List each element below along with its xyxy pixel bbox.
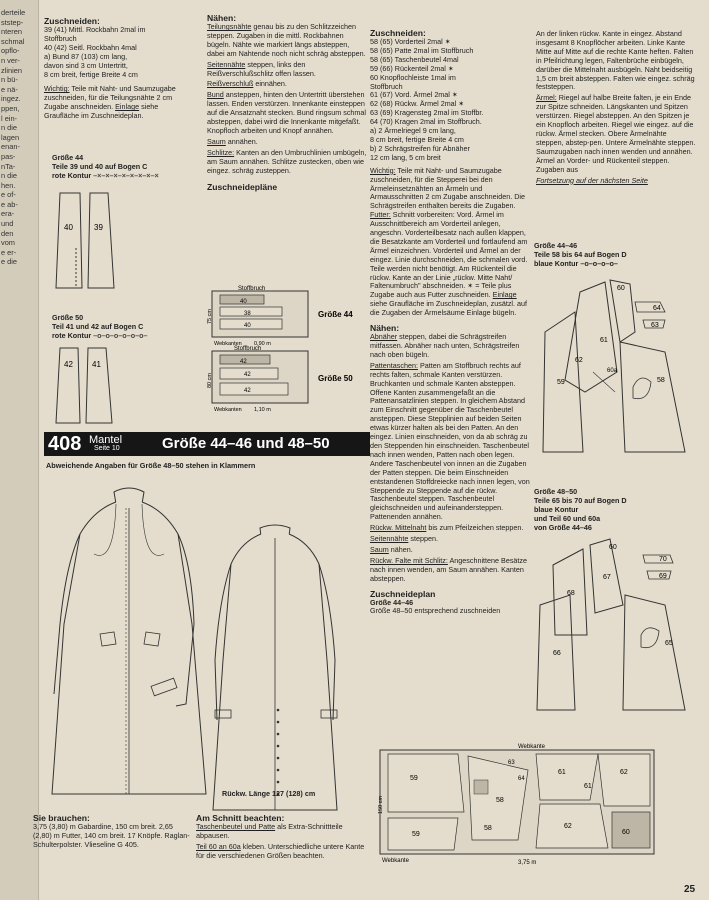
coat-sewing-step-label: Rückw. Mittelnaht [370, 523, 427, 533]
piece-63: 63 [651, 322, 659, 329]
coat-interfacing-text: siehe Graufläche im Zuschneideplan, zusätzl. auf die Zugaben der Ärmelsäume Einlage bügeln. [370, 299, 528, 318]
cutting-heading: Zuschneiden: [44, 16, 100, 26]
piece-68: 68 [567, 590, 575, 597]
sewing-paragraphs [207, 23, 367, 176]
size-4446-label: Größe 44–46 Teile 58 bis 64 auf Bogen D blaue Kontur –o–o–o–o– [534, 242, 694, 269]
coat-cutting-heading: Zuschneiden: [370, 28, 426, 38]
model-number: 408 [48, 433, 82, 455]
size-50-label: Größe 50 Teil 41 und 42 auf Bogen C rote Kontur –o–o–o–o–o–o– [52, 314, 202, 341]
piece-67: 67 [603, 574, 611, 581]
cutting-plan-50 [200, 345, 370, 415]
piece-60-b: 60 [609, 544, 617, 551]
cutting-plans-heading: Zuschneidepläne [207, 181, 278, 192]
edge-fragment: e ab- [1, 199, 18, 209]
edge-fragment: derteile [1, 8, 26, 17]
pattern-line1-label: Taschenbeutel und Patte [196, 822, 276, 831]
coat-front-illustration [44, 474, 214, 804]
important-label: Wichtig: [44, 84, 70, 94]
piece-41: 41 [92, 360, 101, 369]
piece-70: 70 [659, 556, 667, 563]
edge-fragment: n die [1, 123, 18, 133]
edge-fragment: vom [1, 238, 15, 248]
coat-sewing-step-text: Angeschnittene Besätze nach innen wenden, am Saum annähen. Kanten absteppen. [370, 555, 528, 583]
sewing-paragraph [207, 138, 367, 147]
pattern-line1-text: als Extra-Schnittteile abpausen. [196, 822, 343, 840]
plan50-width: 1,10 m [254, 407, 271, 413]
sleeve-label: Ärmel: [536, 93, 557, 103]
coat-cutting-list [370, 38, 530, 163]
size-50-parts: Teil 41 und 42 auf Bogen C [52, 321, 144, 331]
coat-sewing-paragraph [370, 546, 530, 555]
coat-sewing-paragraph [370, 524, 530, 533]
size-44-label: Größe 44 Teile 39 und 40 auf Bogen C rote Kontur –×–×–×–×–×–×–×–× [52, 154, 202, 181]
important-text: Teile mit Naht- und Saumzugabe zuschneiden, für die Teilungsnähte 2 cm Zugabe anschneiden. [44, 84, 176, 112]
sewing-step-text: annähen. [225, 136, 258, 146]
plan50-height: 80 cm [207, 373, 213, 388]
cutting-list-line: davon sind 3 cm Untertritt, [44, 60, 128, 70]
size-4850-parts: Teile 65 bis 70 auf Bogen D [534, 495, 627, 505]
plan-piece-61-b: 61 [584, 783, 592, 790]
piece-61: 61 [600, 337, 608, 344]
pattern-heading: Am Schnitt beachten: [196, 813, 285, 823]
sewing-step-text: ansteppen, hinten den Untertritt überstehen lassen. Enden verstürzen. Innenkante einsteppen auf die Ansatznaht stecken. Bund ringsum schmal absteppen, dabei wird die Innenkante mitgefaßt. Knopfloch arbeiten und Knopf annähen. [207, 90, 367, 135]
piece-62: 62 [575, 357, 583, 364]
materials-needed [33, 813, 193, 850]
coat-sewing-step-text: bis zum Pfeilzeichen steppen. [426, 523, 524, 533]
cutting-list [44, 26, 194, 79]
plan44-piece-b: 38 [244, 311, 251, 317]
coat-plan-size: Größe 44–46 [370, 597, 414, 607]
edge-fragment: den [1, 228, 14, 238]
plan-piece-60: 60 [622, 829, 630, 836]
edge-fragment: opflo- [1, 46, 20, 56]
size-4850-contour: blaue Kontur [534, 504, 579, 514]
coat-pattern-4850 [525, 535, 705, 715]
page-number: 25 [684, 884, 696, 895]
coat-cutting-list-line: b) 2 Schrägstreifen für Abnäher [370, 143, 470, 153]
coat-banner [44, 432, 370, 456]
plan-piece-58-a: 58 [496, 797, 504, 804]
coat-sewing-continued-text: An der linken rückw. Kante in eingez. Abstand insgesamt 8 Knopflöcher arbeiten. Linke Kante Mitte auf Mitte auf die rechte Kante heften. Falten in Pfeilrichtung legen, Faltenbrüche einbügeln, darüber die Mittelnaht ausbügeln. Naht beidseitig 1,5 cm breit absteppen. Falten wie eingez. schräg feststeppen. [536, 29, 695, 92]
edge-fragment: e of- [1, 190, 16, 200]
coat-important-label: Wichtig: [370, 165, 396, 175]
plan50-piece-b: 42 [244, 372, 251, 378]
plan-piece-61-a: 61 [558, 769, 566, 776]
sewing-step-label: Seitennähte [207, 59, 246, 69]
model-page: Seite 10 [94, 445, 120, 452]
back-length: Rückw. Länge 127 (128) cm [222, 789, 316, 798]
coat-cutting-list-line: 58 (65) Vorderteil 2mal ✶ [370, 37, 451, 46]
coat-sewing-step-label: Seitennähte [370, 534, 409, 544]
column-skirt-cutting [44, 16, 194, 123]
interfacing-label: Einlage [115, 102, 140, 112]
edge-fragment: ingez. [1, 94, 21, 104]
sewing-paragraph [207, 91, 367, 136]
coat-important-text: Teile mit Naht- und Saumzugabe zuschneiden, für die Stepperei bei den Ärmeleinsetznähten an Ärmeln und Armausschnitten 2 cm Zugabe anschneiden. Die Schrägstreifen enthalten bereits die Zugaben. [370, 165, 526, 211]
coat-cutting-list-line: a) 2 Ärmelriegel 9 cm lang, [370, 126, 456, 136]
piece-58: 58 [657, 377, 665, 384]
coat-cutting-list-line: 61 (67) Vord. Ärmel 2mal ✶ [370, 90, 458, 100]
edge-fragment: enan- [1, 142, 20, 152]
coat-sewing-paragraph [370, 362, 530, 522]
piece-39: 39 [94, 223, 103, 232]
edge-fragment: nteren [1, 27, 22, 37]
plan50-piece-c: 42 [244, 388, 251, 394]
size-44-parts: Teile 39 und 40 auf Bogen C [52, 161, 148, 171]
coat-cutting-list-line: 63 (69) Kragensteg 2mal im Stoffbr. [370, 108, 484, 118]
coat-cutting-list-line: Stoffbruch [370, 81, 403, 91]
lining-text: Schnitt vorbereiten: Vord. Ärmel im Ausschnittbereich am Vorderteil anlegen, angeschn. Vorderteilbesatz nach außen klappen, die Besatzkante am Vorderteil und fortlaufend am Ärmel einzeichnen. Vorderteil und Ärmel an der eingez. Linie durchschneiden, die schmalen vord. Teile werden nicht benötigt. Am Rückenteil die rückw. Kante an der Linie „rückw. Mitte Naht/ Faltenumbruch" abschneiden. ✶ = Teile plus Zugabe auch aus Futter zuschneiden. [370, 210, 528, 300]
cutting-list-line: 40 (42) Seitl. Rockbahn 4mal [44, 42, 137, 52]
sewing-step-text: einnähen. [253, 79, 287, 89]
sewing-paragraph [207, 61, 367, 79]
sewing-step-label: Saum [207, 136, 226, 146]
edge-fragment: e die [1, 257, 18, 267]
cutting-plan-44 [200, 285, 370, 350]
plan-height: 150 cm [378, 795, 384, 814]
size-50-title: Größe 50 [52, 313, 84, 322]
materials-heading: Sie brauchen: [33, 813, 90, 823]
size-4850-extra2: von Größe 44–46 [534, 522, 592, 532]
plan44-piece-a: 40 [240, 299, 247, 305]
plan44-piece-c: 40 [244, 323, 251, 329]
size-44-contour: rote Kontur [52, 170, 92, 180]
size-4446-parts: Teile 58 bis 64 auf Bogen D [534, 249, 627, 259]
plan50-selvage: Webkanten [214, 407, 242, 413]
edge-fragment: n bü- [1, 75, 18, 85]
edge-fragment: zlinien [1, 65, 22, 75]
pattern-line2-text: kleben. Unterschiedliche untere Kante für die verschiedenen Größen beachten. [196, 841, 365, 860]
sewing-heading: Nähen: [207, 13, 237, 23]
edge-text-fragments [1, 8, 35, 267]
plan44-width: 0,90 m [254, 341, 271, 347]
plan-piece-58-b: 58 [484, 825, 492, 832]
skirt-pattern-50 [50, 345, 160, 425]
edge-fragment: pas- [1, 151, 16, 161]
column-coat-sewing-continued [536, 30, 696, 187]
size-50-contour: rote Kontur [52, 330, 92, 340]
coat-cutting-list-line: 58 (65) Taschenbeutel 4mal [370, 54, 459, 64]
plan-piece-62-b: 62 [564, 823, 572, 830]
coat-sewing-paragraph [370, 535, 530, 544]
plan-selvage-bottom: Webkante [382, 858, 409, 864]
coat-sewing-step-label: Abnäher [370, 332, 398, 342]
coat-sewing-step-text: nähen. [388, 544, 413, 554]
plan44-fold: Stoffbruch [238, 286, 266, 292]
plan-piece-63: 63 [508, 760, 515, 766]
size-deviation-note: Abweichende Angaben für Größe 48–50 stehen in Klammern [46, 461, 256, 470]
edge-fragment: hen. [1, 180, 16, 190]
size-4850-label [534, 488, 694, 533]
plan44-selvage: Webkanten [214, 341, 242, 347]
piece-65: 65 [665, 640, 673, 647]
piece-59: 59 [557, 379, 565, 386]
edge-fragment: era- [1, 209, 15, 219]
sewing-step-text: genau bis zu den Schlitzzeichen steppen. Zugaben in die mittl. Rockbahnen bügeln. Nähte wie markiert längs absteppen, dabei am Nahtende noch nicht schräg absteppen. [207, 22, 366, 58]
plan50-size: Größe 50 [318, 374, 353, 383]
coat-sewing-heading: Nähen: [370, 323, 400, 334]
piece-60: 60 [617, 285, 625, 292]
plan-selvage-top: Webkante [518, 744, 545, 750]
sewing-step-text: Kanten an den Umbruchlinien umbügeln, am Saum annähen. Schlitze zustecken, oben wie eingez. schräg zusteppen. [207, 147, 367, 175]
model-kind: Mantel [89, 434, 123, 446]
plan-width: 3,75 m [518, 860, 537, 866]
cutting-list-line: Stoffbruch [44, 33, 77, 43]
continued-next-page: Fortsetzung auf der nächsten Seite [536, 175, 648, 185]
size-4850-extra: und Teil 60 und 60a [534, 513, 601, 523]
coat-cutting-list-line: 58 (65) Patte 2mal im Stoffbruch [370, 45, 474, 55]
column-coat-cutting [370, 28, 530, 616]
cutting-list-line: 39 (41) Mittl. Rockbahn 2mal im [44, 25, 146, 34]
plan44-height: 75 cm [207, 309, 213, 324]
coat-sewing-step-text: steppen, dabei die Schrägstreifen mitfassen. Abnäher nach unten, Schrägstreifen nach oben bügeln. [370, 332, 520, 359]
plan50-piece-a: 42 [240, 359, 247, 365]
sewing-paragraph [207, 80, 367, 89]
edge-fragment: n die [1, 171, 18, 181]
size-4446-title: Größe 44–46 [534, 241, 578, 250]
edge-fragment: ppen, [1, 103, 20, 113]
size-4850-title: Größe 48–50 [534, 487, 578, 496]
piece-66: 66 [553, 650, 561, 657]
coat-pattern-4446 [525, 272, 705, 457]
plan44-size: Größe 44 [318, 310, 353, 319]
edge-fragment: nTa- [1, 161, 16, 171]
coat-sewing-step-label: Rückw. Falte mit Schlitz: [370, 555, 448, 565]
sewing-paragraph [207, 23, 367, 59]
size-44-title: Größe 44 [52, 153, 84, 162]
piece-69: 69 [659, 573, 667, 580]
coat-plan-heading: Zuschneideplan [370, 588, 436, 599]
plan-piece-59-a: 59 [410, 775, 418, 782]
edge-fragment: e er- [1, 247, 17, 257]
plan-piece-64: 64 [518, 776, 525, 782]
edge-fragment: n ver- [1, 55, 20, 65]
sewing-step-label: Bund [207, 90, 224, 100]
coat-cutting-list-line: 60 Knopflochleiste 1mal im [370, 72, 456, 82]
sewing-step-label: Schlitze: [207, 147, 235, 157]
coat-sewing-step-text: steppen. [408, 534, 438, 544]
interfacing-text: siehe Graufläche im Zuschneideplan. [44, 102, 159, 121]
cutting-list-line: a) Bund 87 (103) cm lang, [44, 51, 128, 61]
plan50-fold: Stoffbruch [234, 346, 262, 352]
lining-label: Futter: [370, 210, 391, 220]
coat-sewing-step-label: Pattentaschen: [370, 360, 418, 370]
coat-cutting-list-line: 59 (66) Rückenteil 2mal ✶ [370, 63, 454, 73]
coat-plan-note: Größe 48–50 entsprechend zuschneiden [370, 606, 501, 616]
sewing-paragraph [207, 149, 367, 176]
plan-piece-59-b: 59 [412, 831, 420, 838]
edge-fragment: und [1, 219, 14, 229]
coat-interfacing-label: Einlage [492, 290, 517, 300]
coat-sewing-paragraphs [370, 333, 530, 583]
pattern-notes [196, 813, 366, 863]
edge-fragment: lagen [1, 132, 20, 142]
cutting-list-line: 8 cm breit, fertige Breite 4 cm [44, 69, 138, 79]
coat-sewing-paragraph [370, 557, 530, 584]
edge-fragment: e nä- [1, 84, 18, 94]
previous-page-edge [0, 0, 39, 900]
edge-fragment: ststep- [1, 17, 24, 27]
coat-sewing-step-text: Patten am Stoffbruch rechts auf rechts falten, schmale Kanten verstürzen. Bruchkanten und schmale Kanten absteppen. Offene Kanten zusammengefaßt an die Pattenansatzlinien steppen. In gleichem Abstand zum Einschnitt gegenüber die Taschenbeutel ansteppen. Diese Stepplinien auf beiden Seiten etwas kürzer halten als bei den Patten. An den eingez. Linien einschneiden, von da ab schräg zu den Steppenden hin einschneiden. Taschenbeutel nach innen wenden, Patten nach oben legen. Andere Taschenbeutel von innen an die Zugaben der Patten steppen. Die beim Einschneiden entstandenen Stoffdreiecke nach innen legen, von Steppende zu Steppende auf die rückw. Taschenbeutel steppen. Taschenbeutel gleichschneiden und aufeinandersteppen. Pattenenden annähen. [370, 360, 530, 522]
piece-60a: 60a [607, 368, 618, 374]
coat-cutting-list-line: 64 (70) Kragen 2mal im Stoffbruch. [370, 117, 482, 127]
coat-cutting-plan [368, 740, 668, 870]
edge-fragment: schmal [1, 36, 25, 46]
piece-40: 40 [64, 223, 73, 232]
column-skirt-sewing [207, 13, 367, 192]
coat-cutting-list-line: 62 (68) Rückw. Ärmel 2mal ✶ [370, 99, 465, 109]
coat-back-illustration [205, 520, 345, 820]
piece-64: 64 [653, 305, 661, 312]
coat-cutting-list-line: 8 cm breit, fertige Breite 4 cm [370, 134, 464, 144]
materials-text: 3,75 (3,80) m Gabardine, 150 cm breit. 2,65 (2,80) m Futter, 140 cm breit. 17 Knöpfe. Raglan-Schulterpolster. Vlieseline G 405. [33, 822, 190, 849]
sewing-step-text: steppen, links den Reißverschlußschlitz offen lassen. [207, 59, 316, 78]
edge-fragment: l ein- [1, 113, 18, 123]
model-sizes: Größe 44–46 und 48–50 [162, 435, 330, 452]
coat-sewing-paragraph [370, 333, 530, 360]
sewing-step-label: Teilungsnähte [207, 22, 252, 31]
skirt-pattern-44 [50, 188, 160, 298]
pattern-line2-label: Teil 60 an 60a [196, 841, 241, 851]
size-4446-contour: blaue Kontur [534, 258, 579, 268]
sleeve-text: Riegel auf halbe Breite falten, je ein Ende zur Spitze schneiden. Längskanten und Spitzen verstürzen. Riegel absteppen. An den Spitzen je ein Knopfloch arbeiten. Riegel wie eingez. auf die rückw. Ärmel stecken. Obere Ärmelnähte steppen, abstep-pen. Untere Ärmelnähte steppen. Saumzugaben nach innen wenden und annähen. Ärmel an Vorder- und Rückenteil steppen. Zugaben aus [536, 93, 696, 174]
coat-sewing-step-label: Saum [370, 544, 389, 554]
coat-cutting-list-line: 12 cm lang, 5 cm breit [370, 152, 441, 162]
plan-piece-62-a: 62 [620, 769, 628, 776]
piece-42: 42 [64, 360, 73, 369]
sewing-step-label: Reißverschluß [207, 79, 254, 89]
